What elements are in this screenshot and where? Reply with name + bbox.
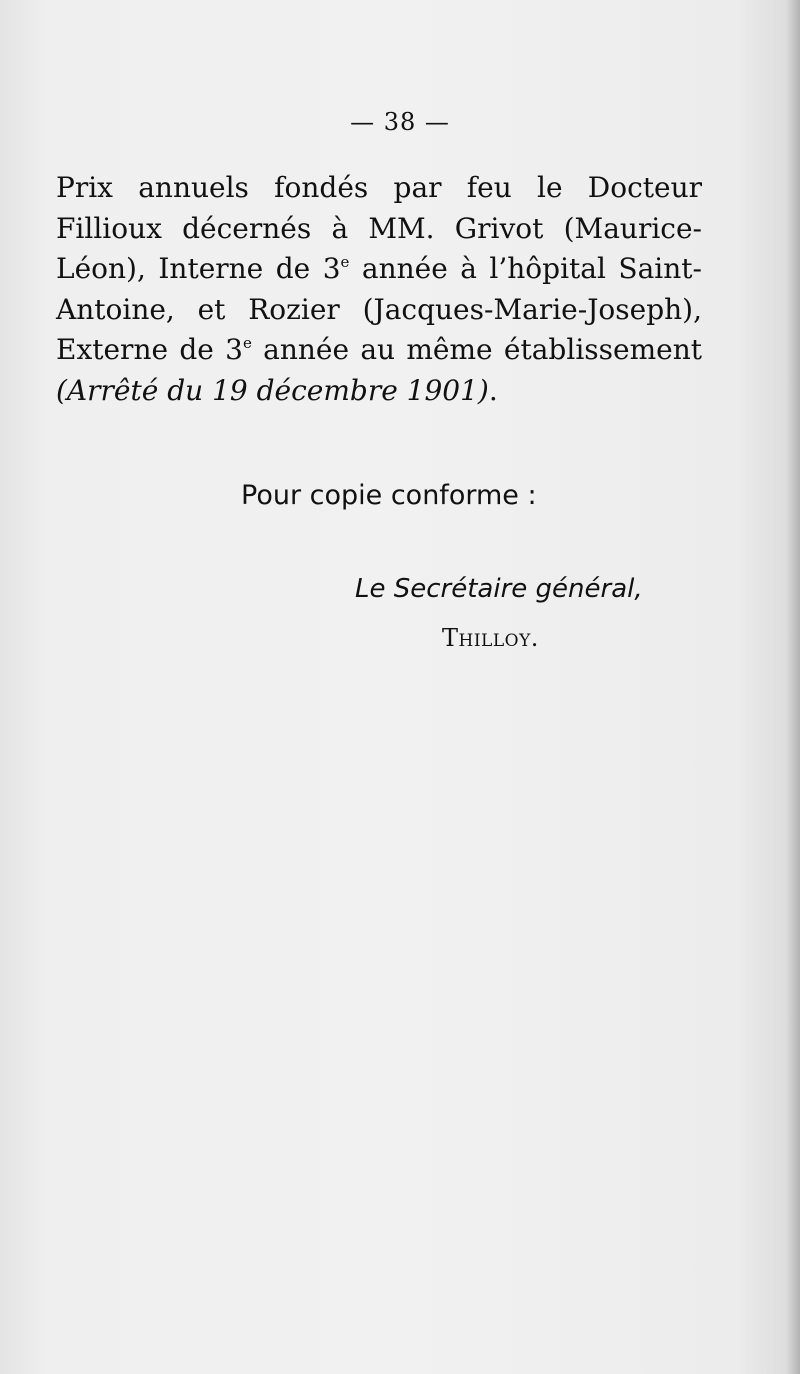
paragraph-end: .: [488, 373, 498, 407]
prize-paragraph: [56, 168, 702, 411]
ordinal-suffix-1: e: [340, 253, 350, 271]
certified-copy-line: Pour copie conforme :: [241, 480, 537, 511]
decree-reference: (Arrêté du 19 décembre 1901): [56, 373, 489, 407]
signature-title: Le Secrétaire général,: [355, 574, 643, 604]
signatory-name: Thilloy.: [442, 624, 539, 652]
paragraph-text-3: année au même établissement: [251, 333, 702, 366]
paragraph-text-1: Prix annuels fondés par feu le Docteur Fillioux décernés à MM. Grivot (Maurice-Léon), Interne de 3: [56, 171, 702, 285]
paragraph-text-2: année à l’hôpital Saint-Antoine, et Rozier (Jacques-Marie-Joseph), Externe de 3: [56, 252, 702, 366]
page-edge-shadow: [786, 0, 800, 1374]
page-number: — 38 —: [350, 108, 450, 136]
ordinal-suffix-2: e: [242, 334, 252, 352]
